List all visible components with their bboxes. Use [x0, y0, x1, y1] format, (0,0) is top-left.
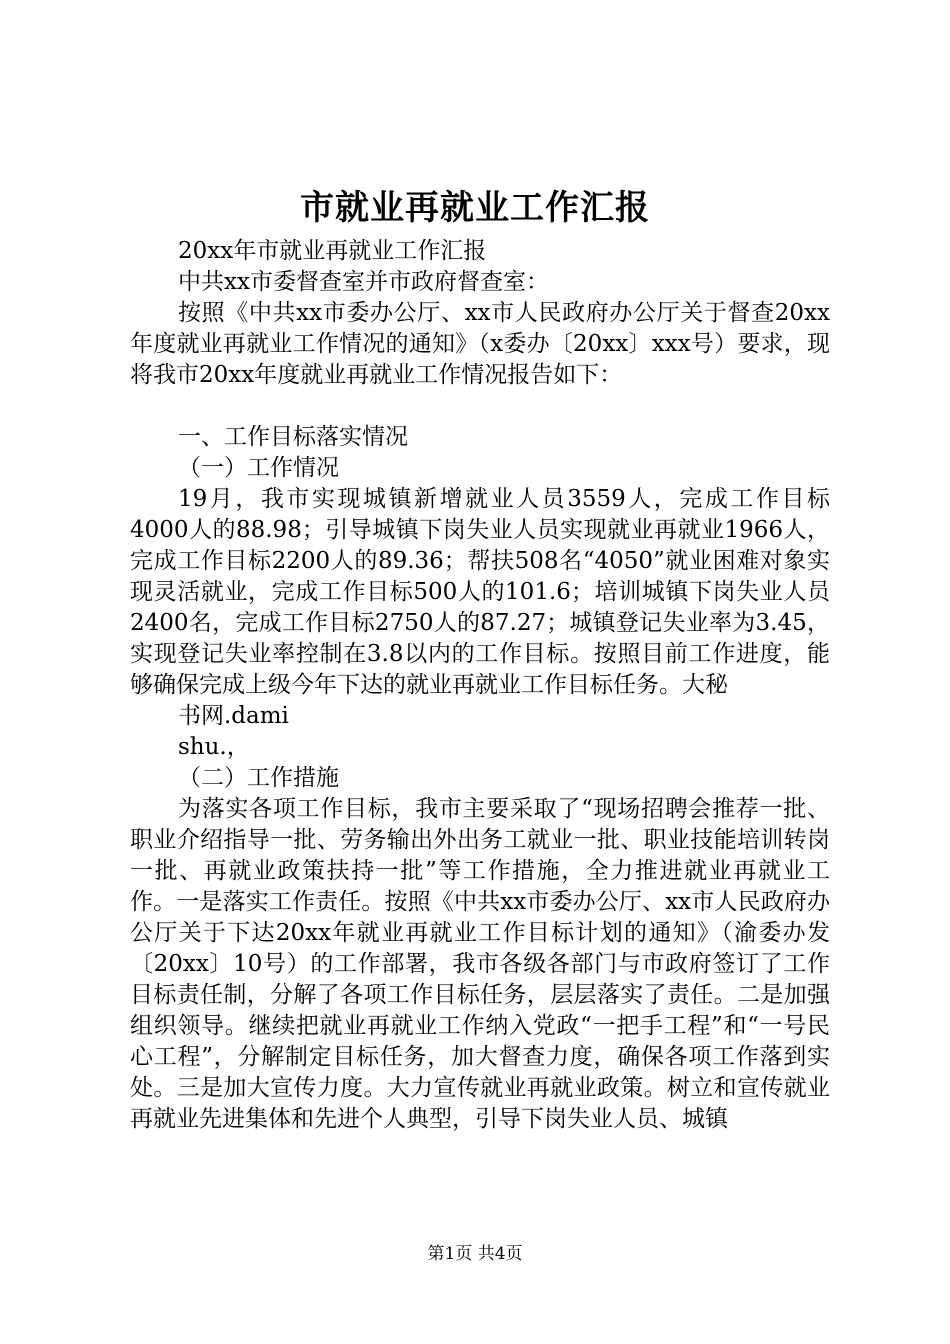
fragment-line-2: shu.， — [178, 734, 250, 760]
document-title: 市就业再就业工作汇报 — [300, 188, 650, 228]
document-body — [130, 236, 830, 1135]
subsection-heading-1: （一）工作情况 — [178, 455, 339, 481]
work-status-paragraph: 19月，我市实现城镇新增就业人员3559人，完成工作目标4000人的88.98；引导城镇下岗失业人员实现就业再就业1966人，完成工作目标2200人的89.36；帮扶508名“4050”就业困难对象实现灵活就业，完成工作目标500人的101.6；培训城镇下岗失业人员2400名，完成工作目标2750人的87.27；城镇登记失业率为3.45，实现登记失业率控制在3.8以内的工作目标。按照目前工作进度，能够确保完成上级今年下达的就业再就业工作目标任务。大秘 — [130, 486, 830, 698]
report-heading: 20xx年市就业再就业工作汇报 — [178, 238, 487, 264]
addressee: 中共xx市委督查室并市政府督查室： — [178, 269, 549, 295]
page-footer: 第1页 共4页 — [427, 1244, 523, 1264]
subsection-heading-2: （二）工作措施 — [178, 765, 339, 791]
fragment-line-1: 书网.dami — [178, 703, 289, 729]
work-measures-paragraph: 为落实各项工作目标，我市主要采取了“现场招聘会推荐一批、职业介绍指导一批、劳务输出外出务工就业一批、职业技能培训转岗一批、再就业政策扶持一批”等工作措施，全力推进就业再就业工作。一是落实工作责任。按照《中共xx市委办公厅、xx市人民政府办公厅关于下达20xx年就业再就业工作目标计划的通知》（渝委办发〔20xx〕10号）的工作部署，我市各级各部门与市政府签订了工作目标责任制，分解了各项工作目标任务，层层落实了责任。二是加强组织领导。继续把就业再就业工作纳入党政“一把手工程”和“一号民心工程”，分解制定目标任务，加大督查力度，确保各项工作落到实处。三是加大宣传力度。大力宣传就业再就业政策。树立和宣传就业再就业先进集体和先进个人典型，引导下岗失业人员、城镇 — [130, 796, 830, 1132]
intro-paragraph: 按照《中共xx市委办公厅、xx市人民政府办公厅关于督查20xx年度就业再就业工作情况的通知》（x委办〔20xx〕xxx号）要求，现将我市20xx年度就业再就业工作情况报告如下： — [130, 300, 830, 388]
section-heading-1: 一、工作目标落实情况 — [178, 424, 408, 450]
